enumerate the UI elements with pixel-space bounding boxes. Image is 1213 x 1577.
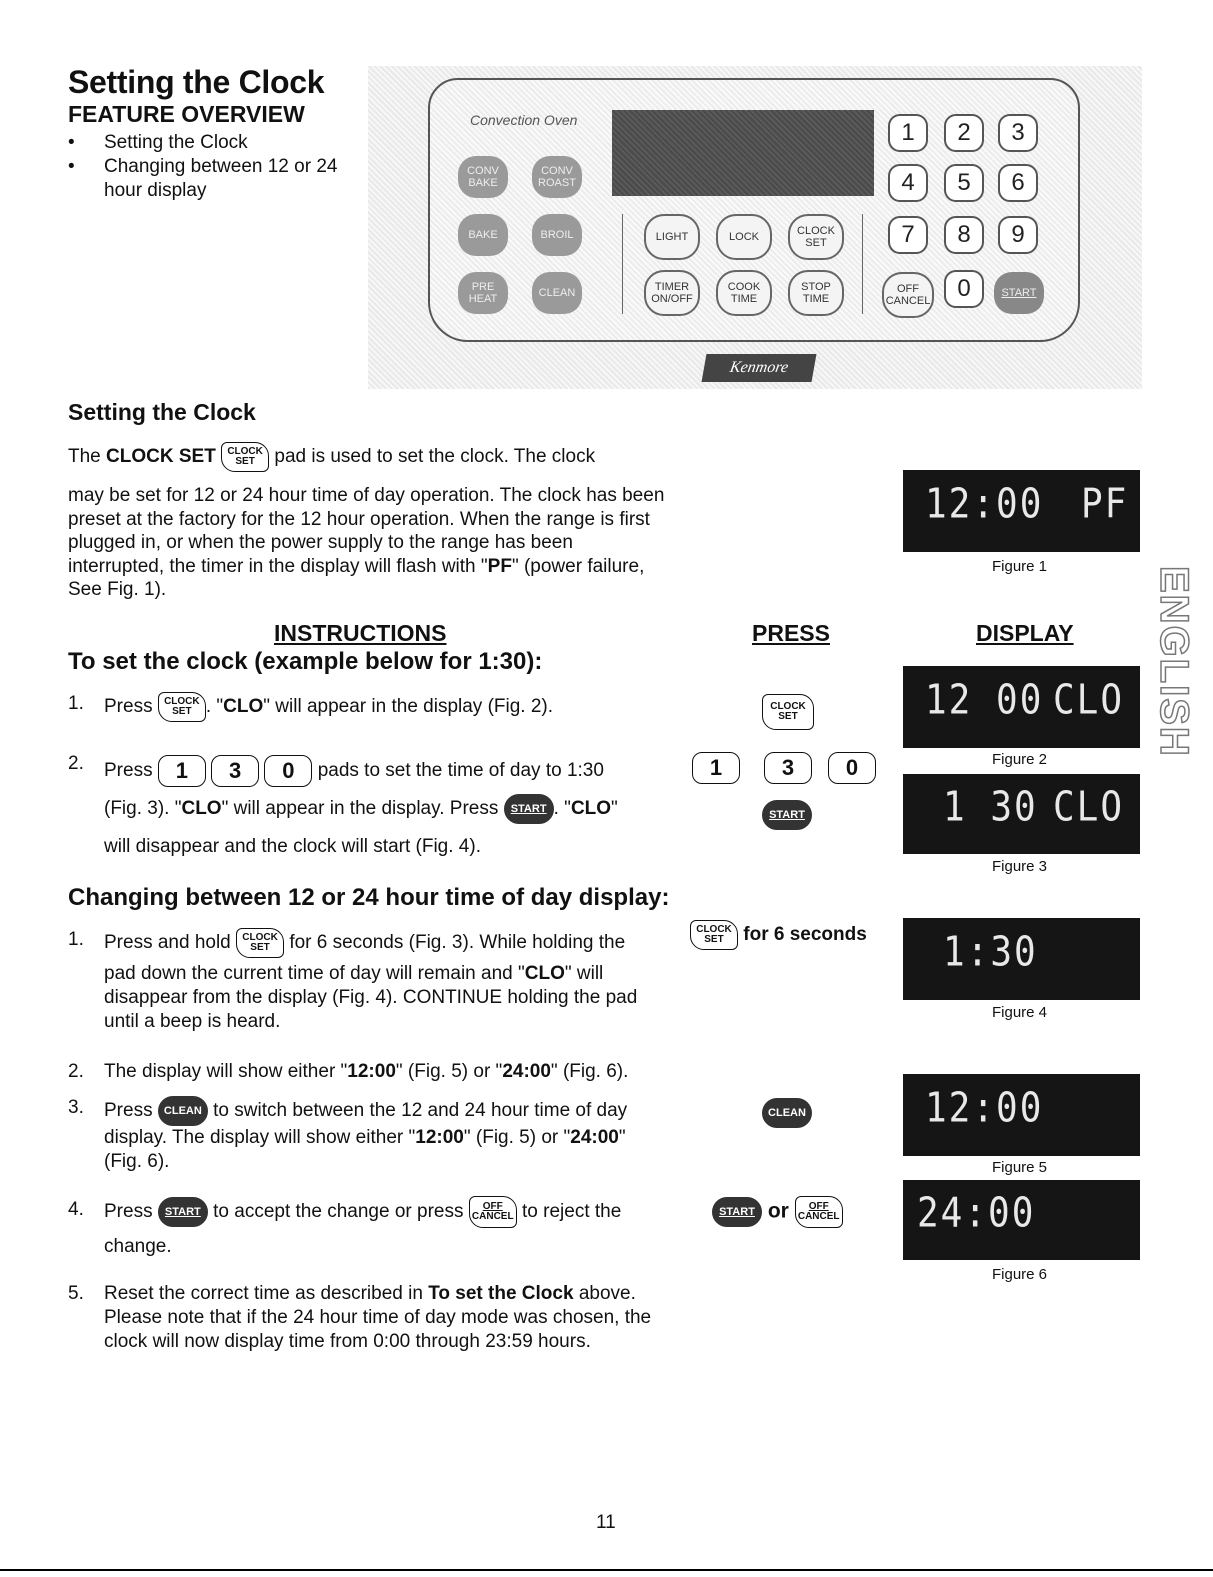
bake-key: BAKE — [458, 214, 508, 256]
page-title: Setting the Clock — [68, 64, 325, 100]
press-header: PRESS — [752, 620, 830, 646]
figure-caption: Figure 2 — [992, 751, 1048, 768]
off-cancel-key-icon: OFF CANCEL — [469, 1196, 517, 1228]
list-item-continued: hour display — [104, 180, 207, 201]
clean-key: CLEAN — [532, 272, 582, 314]
press-clean-icon: CLEAN — [762, 1098, 812, 1128]
number-key-2: 2 — [944, 114, 984, 152]
number-key-1: 1 — [888, 114, 928, 152]
set-clock-heading: To set the clock (example below for 1:30): — [68, 648, 543, 675]
start-key-icon: START — [504, 794, 554, 824]
panel-display — [612, 110, 874, 196]
clock-set-key-icon: CLOCK SET — [236, 928, 284, 958]
number-key-3: 3 — [998, 114, 1038, 152]
change-mode-heading: Changing between 12 or 24 hour time of day display: — [68, 884, 670, 911]
press-start-or-cancel: START or OFF CANCEL — [712, 1196, 843, 1228]
number-key-7: 7 — [888, 216, 928, 254]
intro-paragraph: The CLOCK SET CLOCK SET pad is used to set the clock. The clock may be set for 12 or 24 hour time of day operation. The clock has been preset at the factory for the 12 hour operation. When the range is first plugged in, or when the power supply to the range has been interrupted, the timer in the display will flash with "PF" (power failure, See Fig. 1). — [68, 442, 668, 602]
kenmore-logo: Kenmore — [702, 354, 817, 382]
panel-brand-label: Convection Oven — [470, 112, 578, 128]
press-number-0-icon: 0 — [828, 752, 876, 784]
list-item: • Setting the Clock — [68, 131, 337, 155]
clock-set-key-icon: CLOCK SET — [158, 692, 206, 722]
display-figure-5: 12:00 — [903, 1074, 1140, 1156]
number-key-4: 4 — [888, 164, 928, 202]
number-key-8: 8 — [944, 216, 984, 254]
display-figure-3: 1 30 CLO — [903, 774, 1140, 854]
figure-caption: Figure 5 — [992, 1159, 1048, 1176]
press-hold-clock-set: CLOCK SET for 6 seconds — [690, 920, 867, 950]
figure-caption: Figure 3 — [992, 858, 1048, 875]
number-key-5: 5 — [944, 164, 984, 202]
list-item: • Changing between 12 or 24 — [68, 155, 337, 179]
start-key-icon: START — [712, 1197, 762, 1227]
figure-caption: Figure 6 — [992, 1266, 1048, 1283]
number-key-9: 9 — [998, 216, 1038, 254]
language-tab: ENGLISH — [1152, 566, 1196, 758]
start-key: START — [994, 272, 1044, 314]
display-figure-1: 12:00 PF — [903, 470, 1140, 552]
timer-key: TIMER ON/OFF — [644, 270, 700, 316]
number-1-key-icon: 1 — [158, 755, 206, 787]
off-cancel-key: OFF CANCEL — [882, 272, 934, 318]
display-header: DISPLAY — [976, 620, 1074, 646]
press-start-icon: START — [762, 800, 812, 830]
start-key-icon: START — [158, 1197, 208, 1227]
number-key-0: 0 — [944, 270, 984, 308]
clock-set-key-icon: CLOCK SET — [221, 442, 269, 472]
bottom-rule — [0, 1569, 1213, 1571]
number-0-key-icon: 0 — [264, 755, 312, 787]
light-key: LIGHT — [644, 214, 700, 260]
press-number-3-icon: 3 — [764, 752, 812, 784]
conv-bake-key: CONV BAKE — [458, 156, 508, 198]
conv-roast-key: CONV ROAST — [532, 156, 582, 198]
press-clock-set-icon: CLOCK SET — [762, 694, 814, 730]
display-figure-6: 24:00 — [903, 1180, 1140, 1260]
broil-key: BROIL — [532, 214, 582, 256]
number-key-6: 6 — [998, 164, 1038, 202]
display-figure-4: 1:30 — [903, 918, 1140, 1000]
clock-set-key-icon: CLOCK SET — [690, 920, 738, 950]
clean-key-icon: CLEAN — [158, 1096, 208, 1126]
panel-divider — [622, 214, 623, 314]
clock-set-key: CLOCK SET — [788, 214, 844, 260]
cook-time-key: COOK TIME — [716, 270, 772, 316]
section-heading: Setting the Clock — [68, 399, 256, 425]
page-number: 11 — [596, 1512, 616, 1533]
preheat-key: PRE HEAT — [458, 272, 508, 314]
instructions-header: INSTRUCTIONS — [274, 620, 447, 646]
feature-overview-list — [68, 131, 337, 203]
press-number-1-icon: 1 — [692, 752, 740, 784]
figure-caption: Figure 1 — [992, 558, 1048, 575]
off-cancel-key-icon: OFF CANCEL — [795, 1196, 843, 1228]
figure-caption: Figure 4 — [992, 1004, 1048, 1021]
lock-key: LOCK — [716, 214, 772, 260]
display-figure-2: 12 00 CLO — [903, 666, 1140, 748]
feature-overview-heading: FEATURE OVERVIEW — [68, 101, 305, 127]
panel-divider — [862, 214, 863, 314]
stop-time-key: STOP TIME — [788, 270, 844, 316]
number-3-key-icon: 3 — [211, 755, 259, 787]
